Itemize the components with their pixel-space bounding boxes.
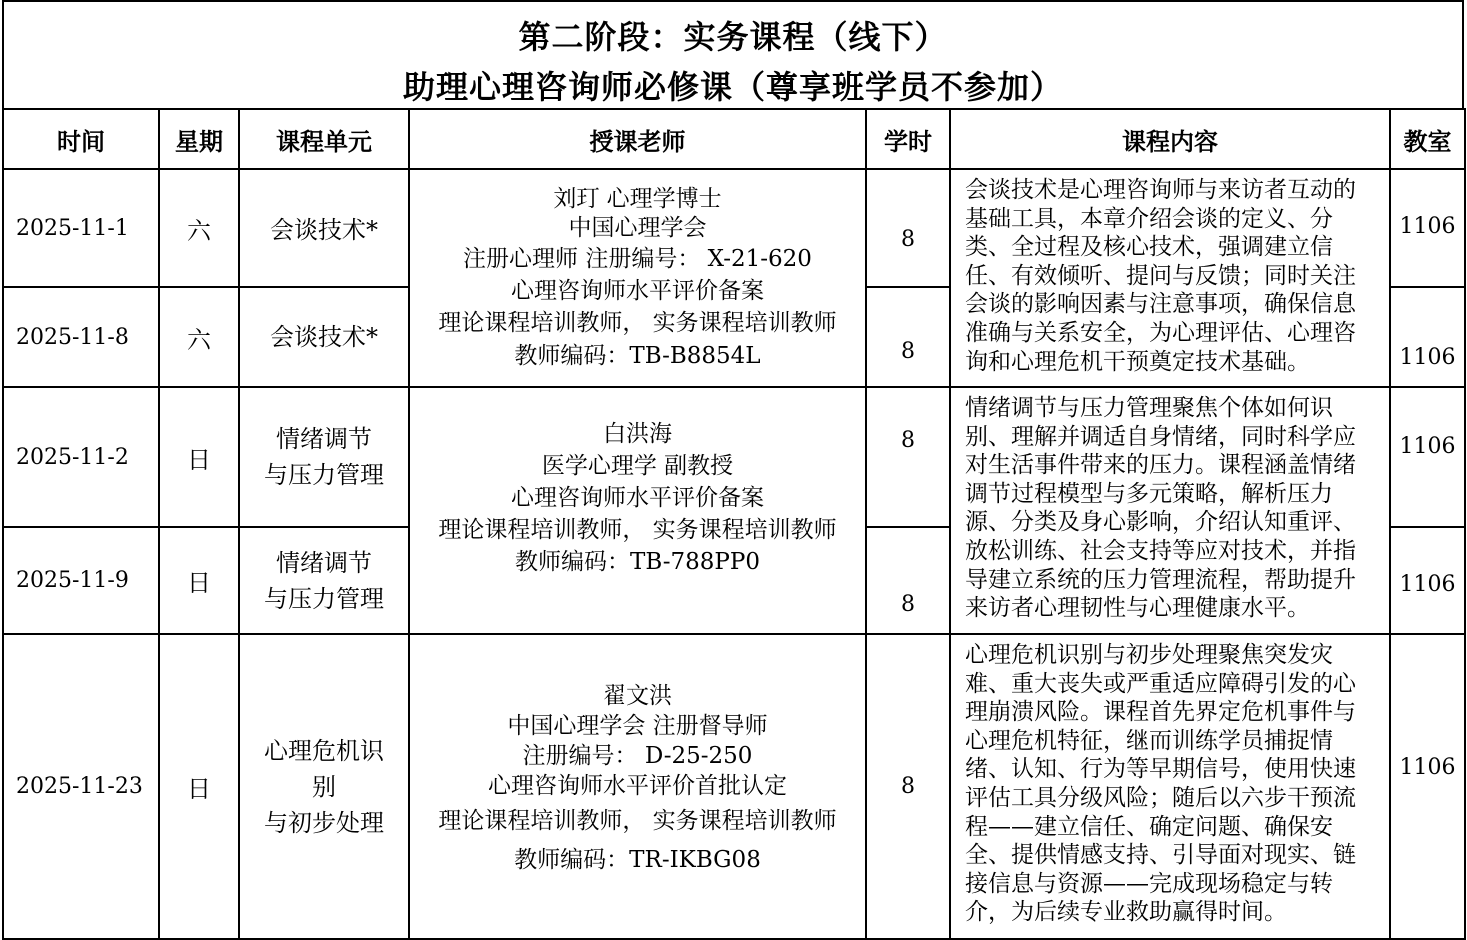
weekday-cell: 日 — [159, 527, 239, 634]
teacher-line: 教师编码：TR-IKBG08 — [514, 847, 761, 873]
content-line: 会谈技术是心理咨询师与来访者互动的 — [965, 177, 1356, 203]
teacher-line: 注册心理师 注册编号： X-21-620 — [463, 246, 812, 272]
header-time: 时间 — [3, 109, 159, 169]
header-content: 课程内容 — [950, 109, 1390, 169]
header-teacher: 授课老师 — [409, 109, 866, 169]
unit-cell — [239, 527, 409, 634]
table-row — [3, 169, 1465, 287]
content-line: 类、全过程及核心技术，强调建立信 — [965, 234, 1333, 261]
unit-line: 与初步处理 — [264, 808, 384, 837]
content-line: 别、理解并调适自身情绪，同时科学应 — [965, 423, 1356, 450]
hours-cell: 8 — [866, 634, 950, 939]
content-line: 基础工具，本章介绍会谈的定义、分 — [965, 205, 1333, 232]
teacher-line: 理论课程培训教师， 实务课程培训教师 — [438, 310, 837, 336]
header-unit: 课程单元 — [239, 109, 409, 169]
date-cell: 2025-11-9 — [3, 527, 159, 634]
unit-cell: 会谈技术* — [239, 287, 409, 387]
content-line: 全、提供情感支持、引导面对现实、链 — [965, 842, 1356, 869]
unit-line: 与压力管理 — [264, 461, 384, 489]
room-cell: 1106 — [1390, 387, 1465, 527]
content-line: 绪、认知、行为等早期信号，使用快速 — [965, 756, 1356, 783]
content-line: 程——建立信任、确定问题、确保安 — [965, 813, 1333, 840]
course-table — [2, 108, 1466, 940]
content-line: 会谈的影响因素与注意事项，确保信息 — [965, 291, 1356, 318]
teacher-line: 理论课程培训教师， 实务课程培训教师 — [438, 808, 837, 834]
room-cell: 1106 — [1390, 527, 1465, 634]
weekday-cell: 六 — [159, 169, 239, 287]
teacher-line: 中国心理学会 注册督导师 — [507, 713, 768, 739]
weekday-cell: 六 — [159, 287, 239, 387]
unit-line: 别 — [312, 772, 336, 801]
header-hours: 学时 — [866, 109, 950, 169]
content-line: 评估工具分级风险；随后以六步干预流 — [965, 784, 1356, 811]
teacher-line: 心理咨询师水平评价首批认定 — [488, 773, 787, 799]
unit-cell: 会谈技术* — [239, 169, 409, 287]
content-line: 接信息与资源——完成现场稳定与转 — [965, 870, 1333, 897]
teacher-line: 注册编号： D-25-250 — [522, 743, 753, 769]
content-line: 心理危机特征，继而训练学员捕捉情 — [965, 727, 1333, 754]
content-line: 情绪调节与压力管理聚焦个体如何识 — [965, 395, 1333, 421]
unit-cell — [239, 634, 409, 939]
header-weekday: 星期 — [159, 109, 239, 169]
unit-line: 情绪调节 — [276, 548, 372, 577]
content-line: 准确与关系安全，为心理评估、心理咨 — [965, 319, 1356, 346]
teacher-line: 白洪海 — [603, 421, 672, 447]
content-line: 来访者心理韧性与心理健康水平。 — [965, 595, 1310, 622]
hours-cell: 8 — [866, 169, 950, 287]
content-line: 任、有效倾听、提问与反馈；同时关注 — [965, 262, 1356, 289]
title-line-2: 助理心理咨询师必修课（尊享班学员不参加） — [402, 68, 1063, 106]
room-cell: 1106 — [1390, 634, 1465, 939]
teacher-line: 心理咨询师水平评价备案 — [511, 278, 764, 304]
room-cell: 1106 — [1390, 287, 1465, 387]
teacher-line: 理论课程培训教师， 实务课程培训教师 — [438, 517, 837, 543]
content-line: 理崩溃风险。课程首先界定危机事件与 — [965, 699, 1356, 726]
content-line: 放松训练、社会支持等应对技术，并指 — [965, 537, 1356, 564]
teacher-line: 刘玎 心理学博士 — [553, 186, 722, 212]
unit-cell — [239, 387, 409, 527]
weekday-cell: 日 — [159, 387, 239, 527]
date-cell: 2025-11-2 — [3, 387, 159, 527]
teacher-line: 心理咨询师水平评价备案 — [511, 485, 764, 511]
hours-cell: 8 — [866, 287, 950, 387]
title-line-1: 第二阶段：实务课程（线下） — [518, 18, 948, 56]
content-cell — [950, 387, 1390, 634]
content-cell — [950, 169, 1390, 387]
date-cell: 2025-11-1 — [3, 169, 159, 287]
content-line: 询和心理危机干预奠定技术基础。 — [965, 348, 1310, 375]
teacher-line: 医学心理学 副教授 — [541, 453, 734, 479]
teacher-line: 中国心理学会 — [568, 215, 707, 241]
title-block — [2, 0, 1464, 108]
room-cell: 1106 — [1390, 169, 1465, 287]
teacher-line: 教师编码：TB-788PP0 — [515, 549, 760, 575]
teacher-cell — [409, 387, 866, 634]
unit-line: 情绪调节 — [276, 425, 372, 453]
content-line: 心理危机识别与初步处理聚焦突发灾 — [965, 642, 1333, 668]
content-cell — [950, 634, 1390, 939]
teacher-line: 教师编码：TB-B8854L — [514, 343, 761, 369]
content-line: 难、重大丧失或严重适应障碍引发的心 — [965, 670, 1356, 697]
content-line: 导建立系统的压力管理流程，帮助提升 — [965, 566, 1356, 593]
hours-cell: 8 — [866, 527, 950, 634]
table-row — [3, 387, 1465, 527]
table-row — [3, 634, 1465, 939]
weekday-cell: 日 — [159, 634, 239, 939]
hours-cell: 8 — [866, 387, 950, 527]
content-line: 源、分类及身心影响，介绍认知重评、 — [965, 509, 1356, 536]
unit-line: 与压力管理 — [264, 584, 384, 613]
teacher-line: 翟文洪 — [603, 683, 672, 709]
header-room: 教室 — [1390, 109, 1465, 169]
unit-line: 心理危机识 — [264, 736, 384, 765]
teacher-cell — [409, 634, 866, 939]
date-cell: 2025-11-23 — [3, 634, 159, 939]
date-cell: 2025-11-8 — [3, 287, 159, 387]
content-line: 对生活事件带来的压力。课程涵盖情绪 — [965, 452, 1356, 479]
content-line: 介，为后续专业救助赢得时间。 — [965, 899, 1287, 926]
content-line: 调节过程模型与多元策略，解析压力 — [965, 480, 1333, 507]
teacher-cell — [409, 169, 866, 387]
header-row — [3, 109, 1465, 169]
